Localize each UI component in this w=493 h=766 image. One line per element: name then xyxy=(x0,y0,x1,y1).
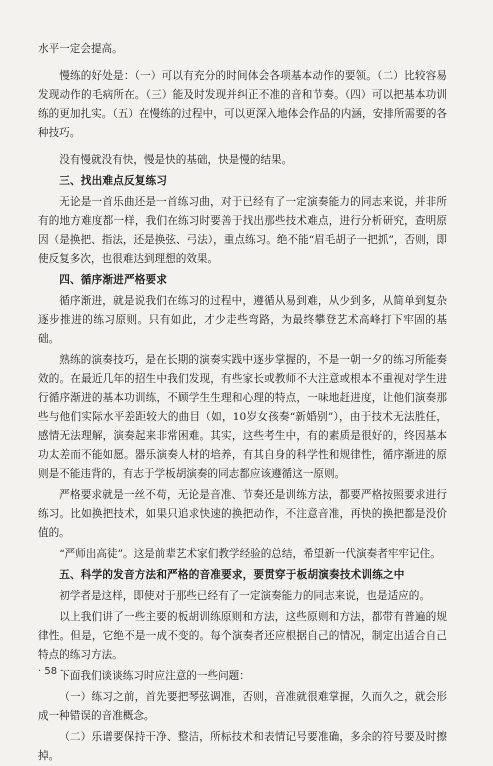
paragraph-intro-notes: 下面我们谈谈练习时应注意的一些问题： xyxy=(59,670,250,682)
paragraph-skills: 熟练的演奏技巧，是在长期的演奏实践中逐步掌握的，不是一朝一夕的练习所能奏效的。在最近几年的招生中我们发现，有些家长或教师不大注意或根本不重视对学生进行循序渐进的基本功训练，不顾学生生理和心理的特点，一味地赶进度，让他们演奏那些与他们实际水平差距较大的曲目（如，10岁女孩奏“新婚别”），由于技术无法胜任，感情无法理解，演奏起来非常困难。其实，这些考生中，有的素质是很好的，终因基本功太差而不能如愿。器乐演奏人材的培养，有其自身的科学性和规律性，循序渐进的原则是不能违背的，有志于学板胡演奏的同志都应该遵循这一原则。 xyxy=(38,354,447,480)
paragraph-slow-practice-benefits: 慢练的好处是：（一）可以有充分的时间体会各项基本动作的要领。（二）比较容易发现动作的毛病所在。（三）能及时发现并纠正不准的音和节奏。（四）可以把基本功训练的更加扎实。（五）在慢练的过程中，可以更深入地体会作品的内涵，安排所需要的各种技巧。 xyxy=(38,70,447,139)
page-number: · 58 · xyxy=(38,666,64,677)
paragraph-summary: 以上我们讲了一些主要的板胡训练原则和方法，这些原则和方法，都带有普遍的规律性。但是，它绝不是一成不变的。每个演奏者还应根据自己的情况，制定出适合自己特点的练习方法。 xyxy=(38,611,447,661)
paragraph-slow-fast: 没有慢就没有快，慢是快的基础，快是慢的结果。 xyxy=(59,154,293,166)
paragraph-note-2: （二）乐谱要保持干净、整洁，所标技术和表情记号要准确，多余的符号要及时擦掉。 xyxy=(38,731,447,762)
section-heading-5: 五、科学的发音方法和严格的音准要求，要贯穿于板胡演奏技术训练之中 xyxy=(59,569,405,581)
paragraph-beginners: 初学者是这样，即使对于那些已经有了一定演奏能力的同志来说，也是适应的。 xyxy=(59,590,430,602)
paragraph-difficulties: 无论是一首乐曲还是一首练习曲，对于已经有了一定演奏能力的同志来说，并非所有的地方难度都一样，我们在练习时要善于找出那些技术难点，进行分析研究，查明原因（是换把、指法，还是换弦、弓法），重点练习。绝不能“眉毛胡子一把抓”，否则，即使反复多次，也很难达到理想的效果。 xyxy=(38,196,447,265)
paragraph-note-1: （一）练习之前，首先要把琴弦调准，否则，音准就很难掌握，久而久之，就会形成一种错误的音准概念。 xyxy=(38,691,447,722)
paragraph-continuation: 水平一定会提高。 xyxy=(38,43,123,55)
paragraph-strict: 严格要求就是一丝不苟，无论是音准、节奏还是训练方法，都要严格按照要求进行练习。比如换把技术，如果只追求快速的换把动作，不注意音准，再快的换把都是没价值的。 xyxy=(38,489,447,539)
paragraph-master-quote: “严师出高徒”。这是前辈艺术家们教学经验的总结，希望新一代演奏者牢牢记住。 xyxy=(59,548,441,560)
section-heading-3: 三、找出难点反复练习 xyxy=(59,175,168,187)
section-heading-4: 四、循序渐进严格要求 xyxy=(59,274,168,286)
paragraph-step-by-step: 循序渐进，就是说我们在练习的过程中，遵循从易到难，从少到多，从简单到复杂逐步推进的练习原则。只有如此，才少走些弯路，为最终攀登艺术高峰打下牢固的基础。 xyxy=(38,295,447,345)
